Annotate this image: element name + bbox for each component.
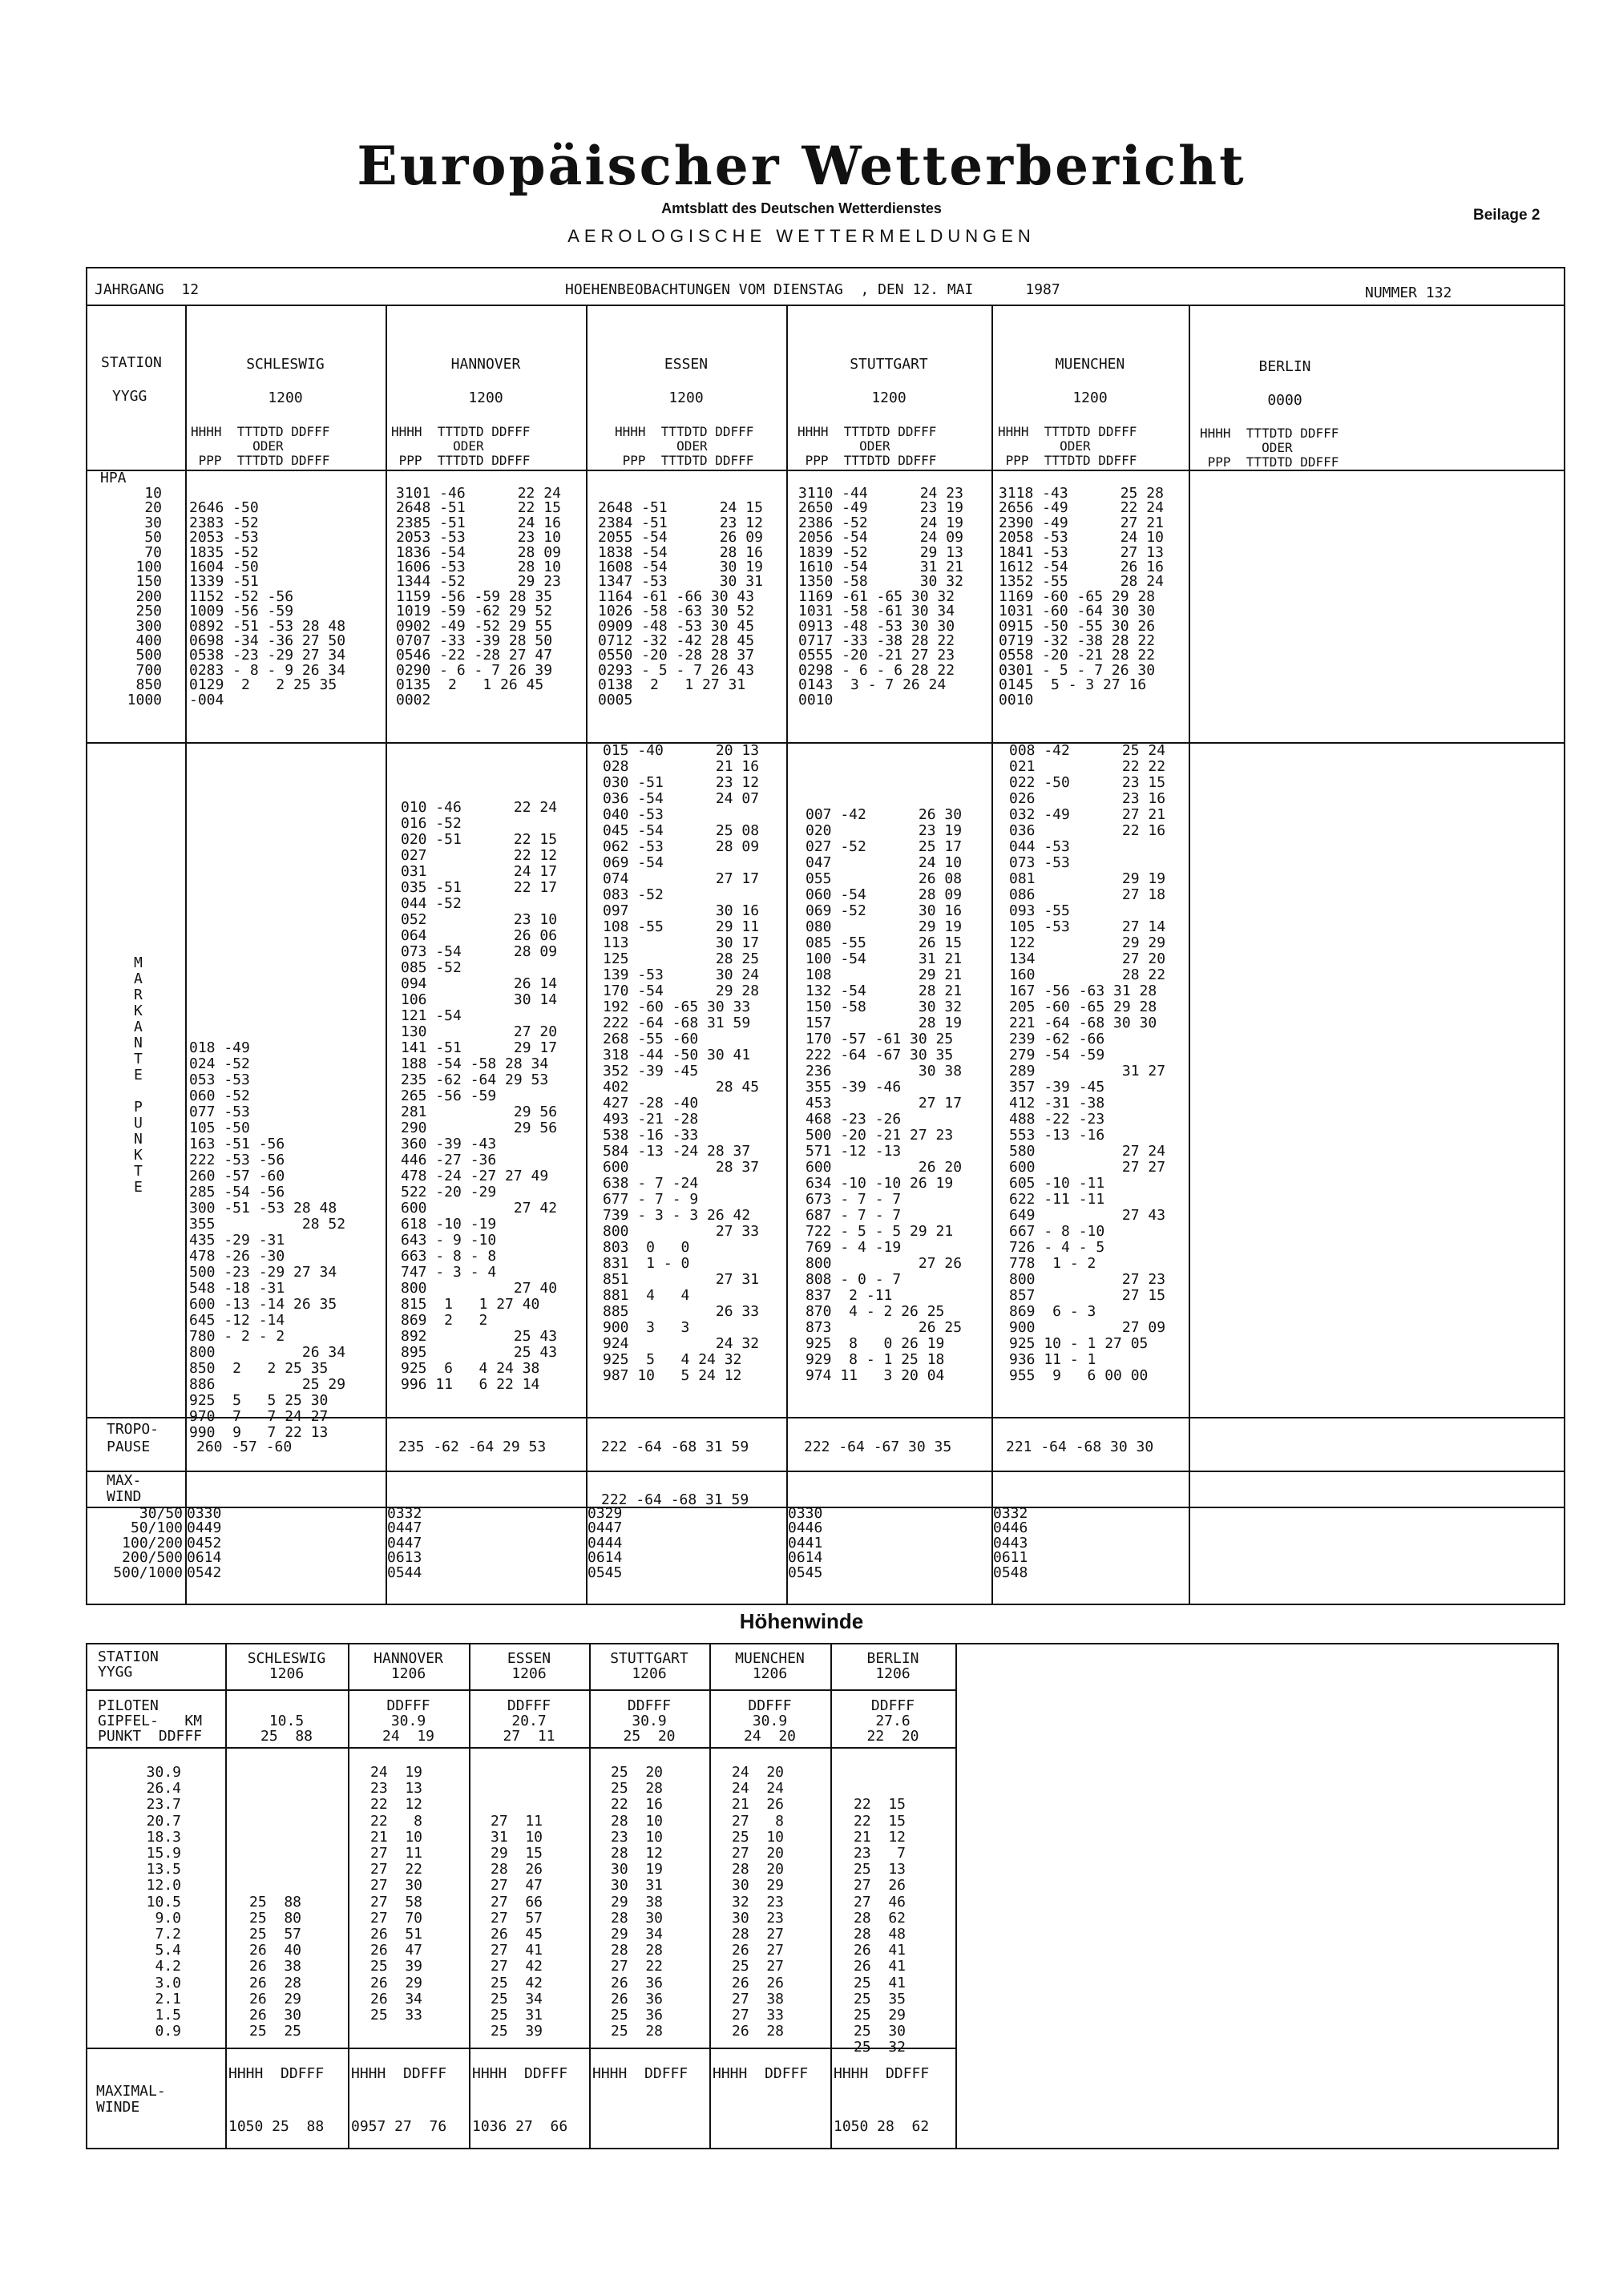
station-time: 1200 [668,389,704,406]
jahrgang: JAHRGANG 12 [95,281,200,298]
hw-station-time: 1206 [875,1665,911,1682]
tropopause-value: 221 -64 -68 30 30 [1006,1439,1154,1455]
column-rule [386,305,387,1605]
hw-label-piloten: PILOTEN [98,1697,159,1714]
table-rule [86,305,1565,306]
label-tropopause: TROPO- PAUSE [107,1421,159,1455]
hw-values: 24 19 23 13 22 12 22 8 21 10 27 11 27 22 27 30 27 58 27 70 26 51 26 47 25 39 26 29 26 34 25 33 [370,1764,423,2024]
hw-label-station: STATION YYGG [98,1648,159,1681]
station-column-head: HHHH TTTDTD DDFFF ODER PPP TTTDTD DDFFF [998,424,1137,468]
hw-station-name: SCHLESWIG [247,1650,326,1667]
column-rule [991,305,993,1605]
hw-km: 27.6 [875,1713,911,1729]
hw-ddfff: 24 19 [382,1728,435,1745]
station-name: BERLIN [1258,358,1311,375]
hw-values: 27 11 31 10 29 15 28 26 27 47 27 66 27 57 26 45 27 41 27 42 25 42 25 34 25 31 25 39 [491,1812,543,2040]
column-rule [955,1643,957,2149]
hw-station-time: 1206 [390,1665,426,1682]
hw-ddfff: 24 20 [743,1728,797,1745]
page-title: Europäischer Wetterbericht [357,135,1246,197]
shear-values: 0329 0447 0444 0614 0545 [587,1505,623,1581]
hoehenwinde-title: Höhenwinde [739,1609,864,1633]
hw-max-value: 1050 28 62 [834,2118,930,2135]
hw-max-head: HHHH DDFFF [592,2065,688,2082]
page-subtitle: Amtsblatt des Deutschen Wetterdienstes [661,200,942,216]
column-rule [786,305,788,1605]
station-time: 1200 [268,389,303,406]
hw-ddfff: 25 88 [260,1728,313,1745]
hw-label-punkt: PUNKT DDFFF [98,1728,203,1745]
hw-station-time: 1206 [632,1665,667,1682]
tropopause-value: 235 -62 -64 29 53 [398,1439,547,1455]
observation-heading: HOEHENBEOBACHTUNGEN VOM DIENSTAG , DEN 12. MAI 1987 [565,281,1060,298]
table-rule [86,1471,1565,1472]
hw-station-time: 1206 [269,1665,305,1682]
hw-pil: DDFFF [507,1697,551,1714]
label-yygg: YYGG [112,388,147,405]
shear-values: 0332 0446 0443 0611 0548 [993,1505,1028,1581]
table-rule [86,1689,955,1691]
station-time: 1200 [871,389,906,406]
hw-station-time: 1206 [511,1665,547,1682]
hw-label-gipfel: GIPFEL- KM [98,1713,203,1729]
station-name: MUENCHEN [1055,356,1125,373]
station-column-head: HHHH TTTDTD DDFFF ODER PPP TTTDTD DDFFF [797,424,937,468]
hw-max-value: 1036 27 66 [472,2118,568,2135]
hw-values: 25 88 25 80 25 57 26 40 26 38 26 28 26 29 26 30 25 25 [249,1893,302,2040]
issue-number: NUMMER 132 [1365,284,1452,301]
station-time: 1200 [1072,389,1108,406]
hw-pil: DDFFF [748,1697,792,1714]
hw-km: 30.9 [390,1713,426,1729]
hw-pil: DDFFF [870,1697,915,1714]
hpa-levels: 10 20 30 50 70 100 150 200 250 300 400 500 700 850 1000 [127,485,162,708]
hw-label-max: MAXIMAL- WINDE [96,2083,166,2116]
hw-values: 24 20 24 24 21 26 27 8 25 10 27 20 28 20 30 29 32 23 30 23 28 27 26 27 25 27 26 26 27 38 27 33 26 28 [732,1764,785,2040]
column-rule [586,305,587,1605]
hw-station-name: ESSEN [507,1650,551,1667]
hw-max-value: 1050 25 88 [228,2118,325,2135]
station-time: 0000 [1267,392,1302,409]
label-markante-punkte: M A R K A N T E P U N K T E [134,954,143,1196]
hw-max-head: HHHH DDFFF [351,2065,447,2082]
table-rule [86,470,1565,471]
column-rule [185,305,187,1605]
column-rule [1189,305,1190,1605]
hw-values: 22 15 22 15 21 12 23 7 25 13 27 26 27 46 28 62 28 48 26 41 26 41 25 41 25 35 25 29 25 30 25 32 [854,1796,906,2056]
shear-values: 0332 0447 0447 0613 0544 [387,1505,422,1581]
label-maxwind: MAX- WIND [107,1472,142,1505]
station-name: ESSEN [664,356,709,373]
hw-max-value: 0957 27 76 [351,2118,447,2135]
hw-max-head: HHHH DDFFF [834,2065,930,2082]
standard-levels: 2646 -50 2383 -52 2053 -53 1835 -52 1604 -50 1339 -51 1152 -52 -56 1009 -56 -59 0892 -51 -53 28 48 0698 -34 -36 27 50 0538 -23 -29 27 34 0283 - 8 - 9 26 34 0129 2 2 25 35 -004 [189,499,346,708]
hw-pil: DDFFF [627,1697,672,1714]
station-column-head: HHHH TTTDTD DDFFF ODER PPP TTTDTD DDFFF [391,424,531,468]
table-rule [86,1507,1565,1508]
significant-points: 008 -42 25 24 021 22 22 022 -50 23 15 026 23 16 032 -49 27 21 036 22 16 044 -53 073 -53 081 29 19 086 27 18 093 -55 105 -53 27 14 122 29 29 134 27 20 160 28 22 167 -56 -63 31 28 205 -60 -65 29 28 221 -64 -68 30 30 239 -62 -66 279 -54 -59 289 31 27 357 -39 -45 412 -31 -38 488 -22 -23 553 -13 -16 580 27 24 600 27 27 605 -10 -11 622 -11 -11 649 27 43 667 - 8 -10 726 - 4 - 5 778 1 - 2 800 27 23 857 27 15 869 6 - 3 900 27 09 925 10 - 1 27 05 936 11 - 1 955 9 6 00 00 [1009,742,1166,1384]
label-station: STATION [101,354,162,371]
hw-ddfff: 27 11 [503,1728,555,1745]
tropopause-value: 222 -64 -68 31 59 [601,1439,749,1455]
station-column-head: HHHH TTTDTD DDFFF ODER PPP TTTDTD DDFFF [615,424,754,468]
shear-values: 0330 0449 0452 0614 0542 [187,1505,222,1581]
hw-max-head: HHHH DDFFF [228,2065,325,2082]
tropopause-value: 222 -64 -67 30 35 [804,1439,952,1455]
hw-station-name: STUTTGART [610,1650,688,1667]
label-hpa: HPA [100,470,127,486]
shear-values: 0330 0446 0441 0614 0545 [788,1505,823,1581]
station-name: SCHLESWIG [246,356,325,373]
hw-km: 30.9 [632,1713,667,1729]
standard-levels: 3118 -43 25 28 2656 -49 22 24 2390 -49 27 21 2058 -53 24 10 1841 -53 27 13 1612 -54 26 16 1352 -55 28 24 1169 -60 -65 29 28 1031 -60 -64 30 30 0915 -50 -55 30 26 0719 -32 -38 28 22 0558 -20 -21 28 22 0301 - 5 - 7 26 30 0145 5 - 3 27 16 0010 [999,485,1164,708]
hw-pil: DDFFF [386,1697,430,1714]
hw-km: 30.9 [752,1713,788,1729]
hw-station-name: HANNOVER [373,1650,443,1667]
standard-levels: 3110 -44 24 23 2650 -49 23 19 2386 -52 24 19 2056 -54 24 09 1839 -52 29 13 1610 -54 31 21 1350 -58 30 32 1169 -61 -65 30 32 1031 -58 -61 30 34 0913 -48 -53 30 30 0717 -33 -38 28 22 0555 -20 -21 27 23 0298 - 6 - 6 28 22 0143 3 - 7 26 24 0010 [798,485,963,708]
hw-km: 20.7 [511,1713,547,1729]
station-column-head: HHHH TTTDTD DDFFF ODER PPP TTTDTD DDFFF [191,424,330,468]
hw-station-name: MUENCHEN [735,1650,805,1667]
significant-points: 018 -49 024 -52 053 -53 060 -52 077 -53 105 -50 163 -51 -56 222 -53 -56 260 -57 -60 285 -54 -56 300 -51 -53 28 48 355 28 52 435 -29 -31 478 -26 -30 500 -23 -29 27 34 548 -18 -31 600 -13 -14 26 35 645 -12 -14 780 - 2 - 2 800 26 34 850 2 2 25 35 886 25 29 925 5 5 25 30 970 7 7 24 27 990 9 7 22 13 [189,1039,346,1441]
hw-levels: 30.9 26.4 23.7 20.7 18.3 15.9 13.5 12.0 10.5 9.0 7.2 5.4 4.2 3.0 2.1 1.5 0.9 [146,1764,181,2040]
hw-max-head: HHHH DDFFF [713,2065,809,2082]
significant-points: 010 -46 22 24 016 -52 020 -51 22 15 027 22 12 031 24 17 035 -51 22 17 044 -52 052 23 10 064 26 06 073 -54 28 09 085 -52 094 26 14 106 30 14 121 -54 130 27 20 141 -51 29 17 188 -54 -58 28 34 235 -62 -64 29 53 265 -56 -59 281 29 56 290 29 56 360 -39 -43 446 -27 -36 478 -24 -27 27 49 522 -20 -29 600 27 42 618 -10 -19 643 - 9 -10 663 - 8 - 8 747 - 3 - 4 800 27 40 815 1 1 27 40 869 2 2 892 25 43 895 25 43 925 6 4 24 38 996 11 6 22 14 [401,799,558,1393]
hw-ddfff: 25 20 [623,1728,676,1745]
significant-points: 007 -42 26 30 020 23 19 027 -52 25 17 047 24 10 055 26 08 060 -54 28 09 069 -52 30 16 080 29 19 085 -55 26 15 100 -54 31 21 108 29 21 132 -54 28 21 150 -58 30 32 157 28 19 170 -57 -61 30 25 222 -64 -67 30 35 236 30 38 355 -39 -46 453 27 17 468 -23 -26 500 -20 -21 27 23 571 -12 -13 600 26 20 634 -10 -10 26 19 673 - 7 - 7 687 - 7 - 7 722 - 5 - 5 29 21 769 - 4 -19 800 27 26 808 - 0 - 7 837 2 -11 870 4 - 2 26 25 873 26 25 925 8 0 26 19 929 8 - 1 25 18 974 11 3 20 04 [806,806,963,1384]
standard-levels: 3101 -46 22 24 2648 -51 22 15 2385 -51 24 16 2053 -53 23 10 1836 -54 28 09 1606 -53 28 10 1344 -52 29 23 1159 -56 -59 28 35 1019 -59 -62 29 52 0902 -49 -52 29 55 0707 -33 -39 28 50 0546 -22 -28 27 47 0290 - 6 - 7 26 39 0135 2 1 26 45 0002 [396,485,561,708]
hw-max-head: HHHH DDFFF [472,2065,568,2082]
station-time: 1200 [468,389,503,406]
table-rule [86,1747,955,1749]
hw-km: 10.5 [269,1713,305,1729]
hw-values: 25 20 25 28 22 16 28 10 23 10 28 12 30 19 30 31 29 38 28 30 29 34 28 28 27 22 26 36 26 36 25 36 25 28 [611,1764,664,2040]
standard-levels: 2648 -51 24 15 2384 -51 23 12 2055 -54 26 09 1838 -54 28 16 1608 -54 30 19 1347 -53 30 31 1164 -61 -66 30 43 1026 -58 -63 30 52 0909 -48 -53 30 45 0712 -32 -42 28 45 0550 -20 -28 28 37 0293 - 5 - 7 26 43 0138 2 1 27 31 0005 [598,499,763,708]
station-name: HANNOVER [450,356,521,373]
shear-labels: 30/50 50/100 100/200 200/500 500/1000 [113,1505,183,1581]
section-heading: AEROLOGISCHE WETTERMELDUNGEN [567,226,1036,246]
hw-station-time: 1206 [752,1665,788,1682]
maxwind-value: 222 -64 -68 31 59 [601,1491,749,1508]
table-rule [86,2048,955,2049]
significant-points: 015 -40 20 13 028 21 16 030 -51 23 12 036 -54 24 07 040 -53 045 -54 25 08 062 -53 28 09 069 -54 074 27 17 083 -52 097 30 16 108 -55 29 11 113 30 17 125 28 25 139 -53 30 24 170 -54 29 28 192 -60 -65 30 33 222 -64 -68 31 59 268 -55 -60 318 -44 -50 30 41 352 -39 -45 402 28 45 427 -28 -40 493 -21 -28 538 -16 -33 584 -13 -24 28 37 600 28 37 638 - 7 -24 677 - 7 - 9 739 - 3 - 3 26 42 800 27 33 803 0 0 831 1 - 0 851 27 31 881 4 4 885 26 33 900 3 3 924 24 32 925 5 4 24 32 987 10 5 24 12 [603,742,760,1384]
beilage-label: Beilage 2 [1473,207,1540,224]
hw-station-name: BERLIN [866,1650,919,1667]
station-name: STUTTGART [850,356,928,373]
tropopause-value: 260 -57 -60 [196,1439,293,1455]
station-column-head: HHHH TTTDTD DDFFF ODER PPP TTTDTD DDFFF [1200,426,1339,470]
hw-ddfff: 22 20 [866,1728,919,1745]
